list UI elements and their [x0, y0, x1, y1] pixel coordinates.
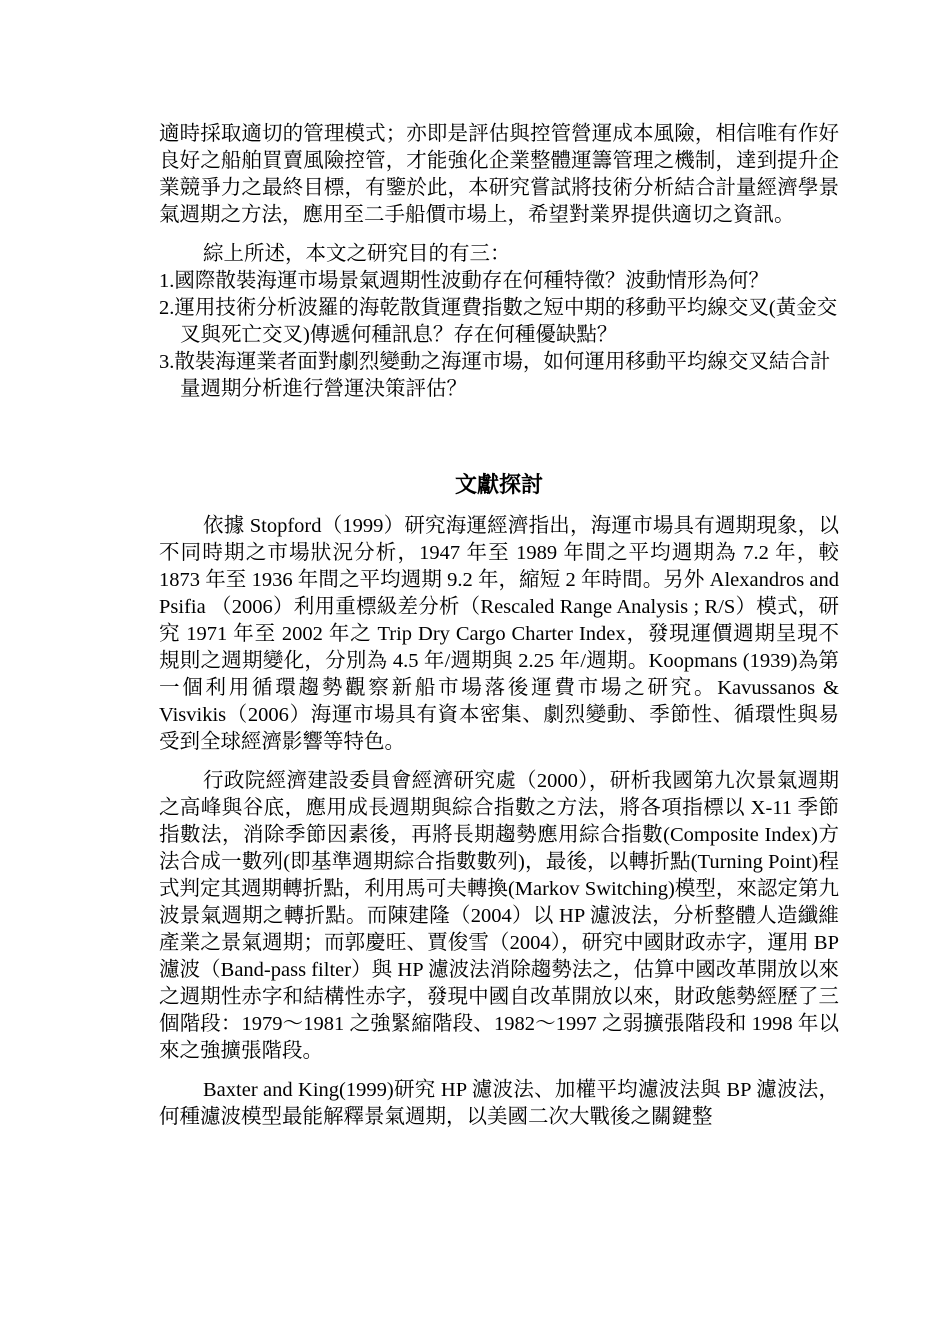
section-title: 文獻探討	[454, 472, 543, 497]
intro-paragraph: 適時採取適切的管理模式；亦即是評估與控管營運成本風險，相信唯有作好良好之船舶買賣風險控管，才能強化企業整體運籌管理之機制，達到提升企業競爭力之最終目標，有鑒於此，本研究嘗試將技術分析結合計量經濟學景氣週期之方法，應用至二手船價市場上，希望對業界提供適切之資訊。	[159, 123, 839, 226]
literature-paragraph-2: 行政院經濟建設委員會經濟研究處（2000），研析我國第九次景氣週期之高峰與谷底，應用成長週期與綜合指數之方法，將各項指標以 X-11 季節指數法，消除季節因素後，再將長期趨勢應用綜合指數(Composite Index)方法合成一數列(即基準週期綜合指數數列)，最後，以轉折點(Turning Point)程式判定其週期轉折點，利用馬可夫轉換(Markov Switching)模型，來認定第九波景氣週期之轉折點。而陳建隆（2004）以 HP 濾波法，分析整體人造纖維產業之景氣週期；而郭慶旺、賈俊雪（2004），研究中國財政赤字，運用 BP 濾波（Band-pass filter）與 HP 濾波法消除趨勢法之，估算中國改革開放以來之週期性赤字和結構性赤字，發現中國自改革開放以來，財政態勢經歷了三個階段：1979～1981 之強緊縮階段、1982～1997 之弱擴張階段和 1998 年以來之強擴張階段。	[159, 770, 839, 1062]
purpose-intro: 綜上所述，本文之研究目的有三：	[203, 243, 511, 265]
literature-paragraph-1: 依據 Stopford（1999）研究海運經濟指出，海運市場具有週期現象，以不同時期之市場狀況分析，1947 年至 1989 年間之平均週期為 7.2 年，較 1873 年至 1936 年間之平均週期 9.2 年，縮短 2 年時間。另外 Alexandros and Psifia （2006）利用重標級差分析（Rescaled Range Analysis ; R/S）模式，研究 1971 年至 2002 年之 Trip Dry Cargo Charter Index，發現運價週期呈現不規則之週期變化，分別為 4.5 年/週期與 2.25 年/週期。Koopmans (1939)為第一個利用循環趨勢觀察新船市場落後運費市場之研究。Kavussanos & Visvikis（2006）海運市場具有資本密集、劇烈變動、季節性、循環性與易受到全球經濟影響等特色。	[159, 515, 839, 753]
purpose-item-3: 3.散裝海運業者面對劇烈變動之海運市場，如何運用移動平均線交叉結合計量週期分析進行營運決策評估？	[159, 351, 831, 400]
purpose-item-2: 2.運用技術分析波羅的海乾散貨運費指數之短中期的移動平均線交叉(黃金交叉與死亡交叉)傳遞何種訊息？存在何種優缺點？	[159, 297, 838, 346]
purpose-item-1: 1.國際散裝海運市場景氣週期性波動存在何種特徵？波動情形為何？	[159, 270, 769, 292]
document-page	[159, 121, 839, 1131]
literature-paragraph-3: Baxter and King(1999)研究 HP 濾波法、加權平均濾波法與 BP 濾波法，何種濾波模型最能解釋景氣週期，以美國二次大戰後之關鍵整	[159, 1079, 839, 1128]
